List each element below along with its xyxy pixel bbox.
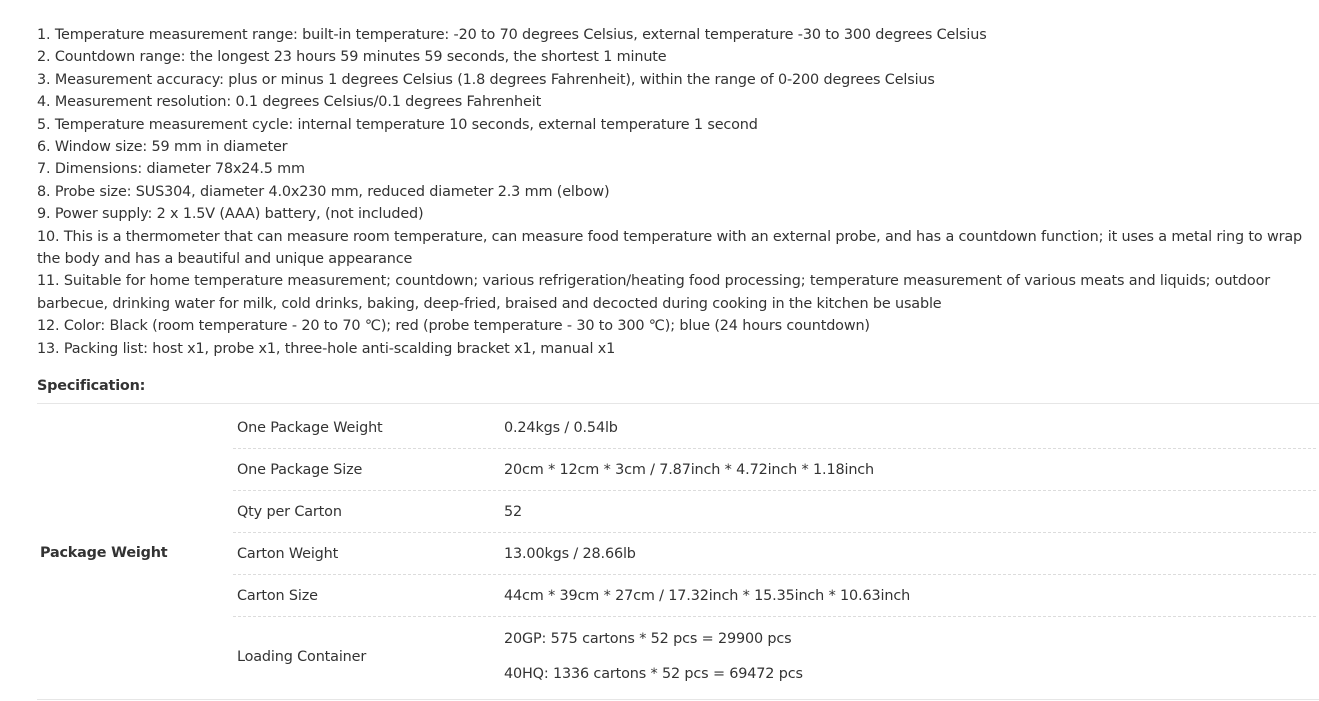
spec-group-label: Package Weight	[40, 545, 168, 561]
loading-option: 20GP: 575 cartons * 52 pcs = 29900 pcs	[504, 631, 792, 647]
spec-value: 0.24kgs / 0.54lb	[504, 419, 618, 436]
feature-list	[37, 24, 1319, 360]
spec-key: One Package Size	[237, 461, 363, 478]
spec-value: 44cm * 39cm * 27cm / 17.32inch * 15.35inch * 10.63inch	[504, 587, 911, 604]
spec-value: 20cm * 12cm * 3cm / 7.87inch * 4.72inch * 1.18inch	[504, 461, 875, 478]
spec-table	[233, 407, 1316, 697]
spec-row	[233, 533, 1316, 575]
spec-row	[233, 407, 1316, 449]
feature-item: 5. Temperature measurement cycle: internal temperature 10 seconds, external temperature 1 second	[37, 116, 758, 133]
feature-item: 9. Power supply: 2 x 1.5V (AAA) battery, (not included)	[37, 206, 424, 223]
feature-item: 1. Temperature measurement range: built-in temperature: -20 to 70 degrees Celsius, external temperature -30 to 300 degrees Celsius	[37, 27, 987, 43]
loading-option: 40HQ: 1336 cartons * 52 pcs = 69472 pcs	[504, 666, 803, 682]
spec-key: One Package Weight	[237, 419, 383, 436]
spec-key: Loading Container	[237, 649, 367, 665]
feature-item: 10. This is a thermometer that can measure room temperature, can measure food temperature with an external probe, and has a countdown function; it uses a metal ring to wrap the body and has a beautiful and unique appearance	[37, 228, 1303, 268]
spec-key: Qty per Carton	[237, 503, 342, 520]
spec-row	[233, 449, 1316, 491]
feature-item: 13. Packing list: host x1, probe x1, three-hole anti-scalding bracket x1, manual x1	[37, 340, 616, 357]
spec-row-loading-container	[233, 617, 1316, 697]
feature-item: 12. Color: Black (room temperature - 20 to 70 ℃); red (probe temperature - 30 to 300 ℃); blue (24 hours countdown)	[37, 318, 870, 335]
spec-key: Carton Weight	[237, 545, 339, 562]
spec-top-divider	[37, 403, 1319, 404]
specification-heading: Specification:	[37, 378, 146, 394]
feature-item: 2. Countdown range: the longest 23 hours 59 minutes 59 seconds, the shortest 1 minute	[37, 49, 667, 66]
spec-value	[504, 622, 1316, 692]
spec-key: Carton Size	[237, 587, 318, 604]
spec-bottom-divider	[37, 699, 1319, 700]
spec-row	[233, 575, 1316, 617]
spec-row	[233, 491, 1316, 533]
feature-item: 4. Measurement resolution: 0.1 degrees Celsius/0.1 degrees Fahrenheit	[37, 94, 542, 111]
spec-value: 13.00kgs / 28.66lb	[504, 545, 636, 562]
feature-item: 8. Probe size: SUS304, diameter 4.0x230 mm, reduced diameter 2.3 mm (elbow)	[37, 183, 610, 200]
feature-item: 3. Measurement accuracy: plus or minus 1 degrees Celsius (1.8 degrees Fahrenheit), within the range of 0-200 degrees Celsius	[37, 71, 935, 88]
feature-item: 11. Suitable for home temperature measurement; countdown; various refrigeration/heating food processing; temperature measurement of various meats and liquids; outdoor barbecue, drinking water for milk, cold drinks, baking, deep-fried, braised and decocted during cooking in the kitchen be usable	[37, 273, 1270, 312]
feature-item: 7. Dimensions: diameter 78x24.5 mm	[37, 161, 305, 178]
feature-item: 6. Window size: 59 mm in diameter	[37, 139, 288, 156]
spec-value: 52	[504, 503, 523, 520]
